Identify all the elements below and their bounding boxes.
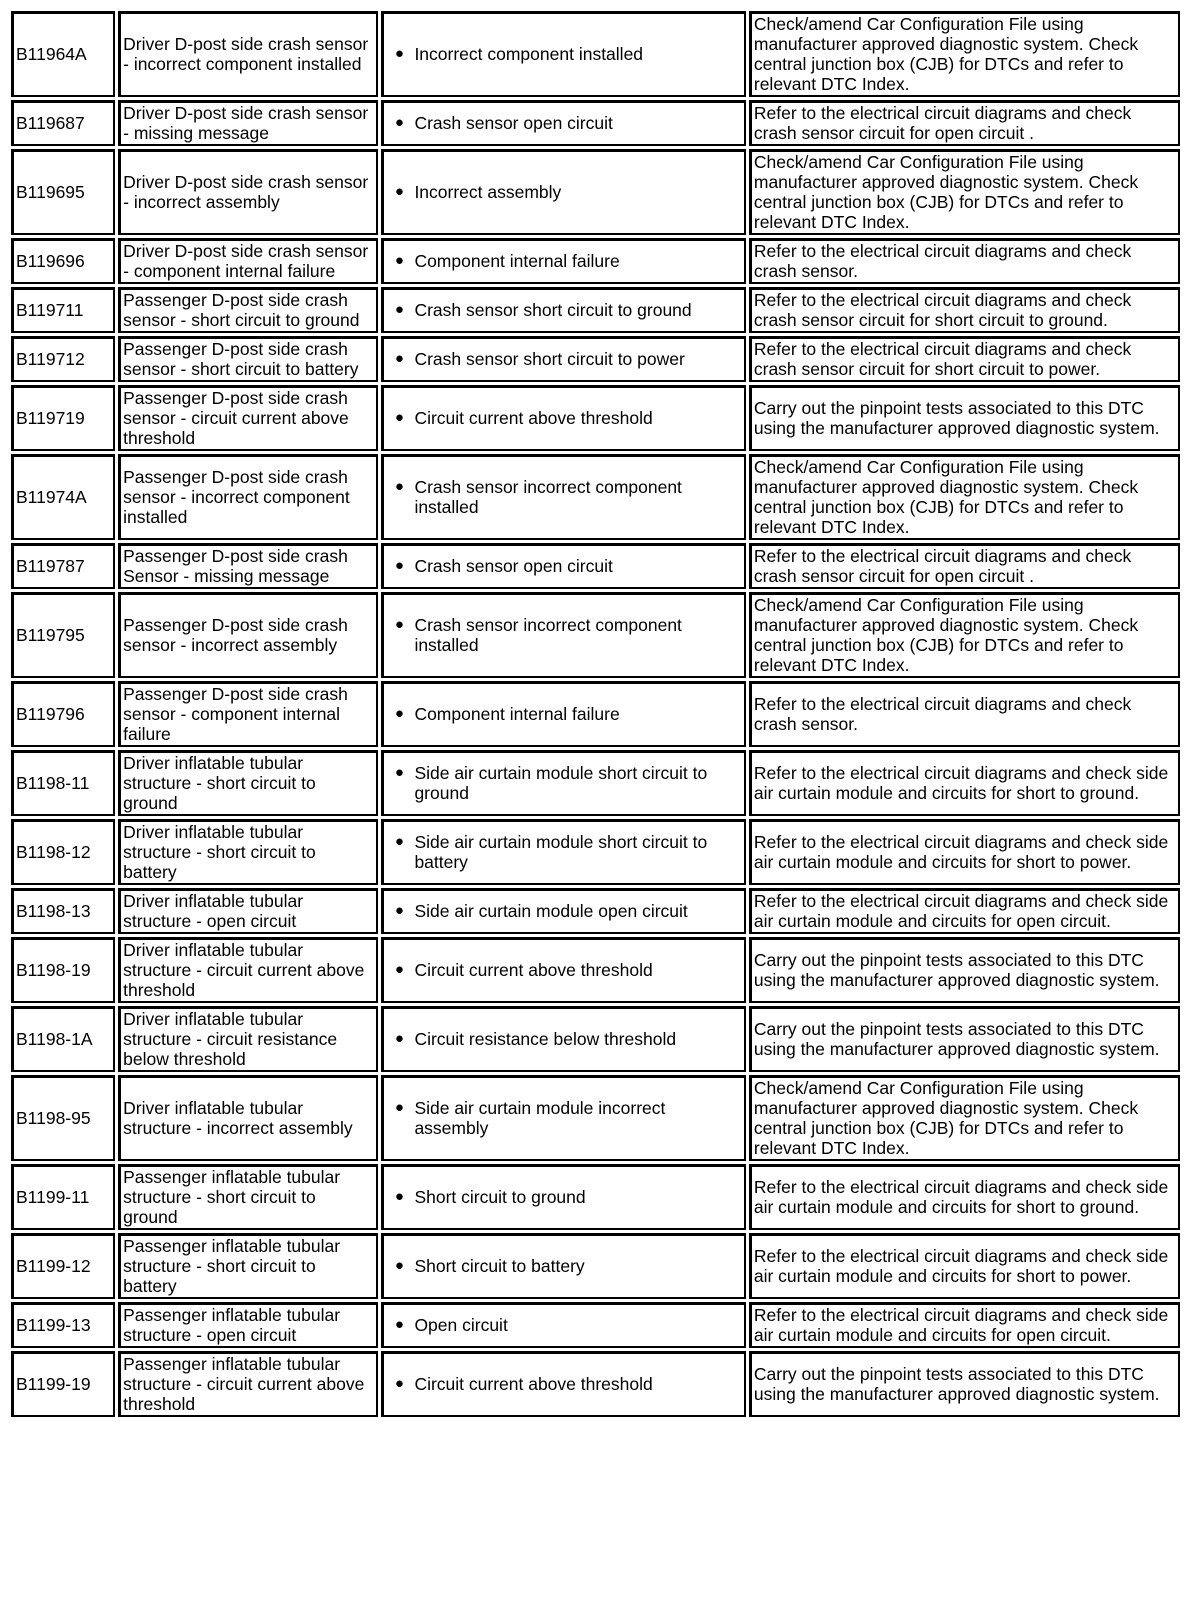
table-row: [11, 11, 1180, 97]
dtc-action: Refer to the electrical circuit diagrams and check crash sensor circuit for short circuit to power.: [749, 336, 1180, 382]
dtc-cause: Circuit current above threshold: [414, 960, 653, 980]
bullet-icon: ●: [394, 1099, 404, 1116]
dtc-code: B1198-12: [11, 819, 115, 885]
dtc-cause: Short circuit to battery: [414, 1256, 585, 1276]
dtc-cause: Component internal failure: [414, 251, 620, 271]
dtc-cause: Crash sensor short circuit to ground: [414, 300, 692, 320]
dtc-cause: Open circuit: [414, 1315, 508, 1335]
dtc-cause-cell: [381, 11, 745, 97]
bullet-icon: ●: [394, 1030, 404, 1047]
table-row: [11, 1233, 1180, 1299]
dtc-table-body: [11, 11, 1180, 1417]
table-row: [11, 937, 1180, 1003]
dtc-code: B119795: [11, 592, 115, 678]
dtc-code: B119787: [11, 543, 115, 589]
dtc-code: B119796: [11, 681, 115, 747]
dtc-code: B1199-13: [11, 1302, 115, 1348]
dtc-action: Refer to the electrical circuit diagrams and check crash sensor circuit for open circuit .: [749, 543, 1180, 589]
dtc-description: Passenger inflatable tubular structure - short circuit to battery: [118, 1233, 378, 1299]
dtc-cause: Crash sensor short circuit to power: [414, 349, 685, 369]
dtc-code: B11964A: [11, 11, 115, 97]
dtc-description: Driver D-post side crash sensor - incorrect assembly: [118, 149, 378, 235]
dtc-description: Driver inflatable tubular structure - circuit resistance below threshold: [118, 1006, 378, 1072]
dtc-cause-cell: [381, 336, 745, 382]
table-row: [11, 336, 1180, 382]
dtc-cause-cell: [381, 592, 745, 678]
dtc-action: Carry out the pinpoint tests associated to this DTC using the manufacturer approved diagnostic system.: [749, 385, 1180, 451]
table-row: [11, 592, 1180, 678]
dtc-cause-cell: [381, 385, 745, 451]
dtc-description: Driver inflatable tubular structure - short circuit to battery: [118, 819, 378, 885]
dtc-code: B1198-11: [11, 750, 115, 816]
table-row: [11, 888, 1180, 934]
dtc-code: B1198-19: [11, 937, 115, 1003]
dtc-code: B119711: [11, 287, 115, 333]
dtc-code: B1199-19: [11, 1351, 115, 1417]
dtc-cause: Circuit current above threshold: [414, 1374, 653, 1394]
dtc-action: Check/amend Car Configuration File using manufacturer approved diagnostic system. Check central junction box (CJB) for DTCs and refer to relevant DTC Index.: [749, 11, 1180, 97]
table-row: [11, 1006, 1180, 1072]
dtc-description: Driver D-post side crash sensor - missing message: [118, 100, 378, 146]
bullet-icon: ●: [394, 1375, 404, 1392]
dtc-description: Passenger D-post side crash sensor - component internal failure: [118, 681, 378, 747]
table-row: [11, 543, 1180, 589]
dtc-cause: Crash sensor open circuit: [414, 113, 613, 133]
dtc-cause-cell: [381, 287, 745, 333]
dtc-action: Refer to the electrical circuit diagrams and check crash sensor.: [749, 681, 1180, 747]
bullet-icon: ●: [394, 1188, 404, 1205]
bullet-icon: ●: [394, 616, 404, 633]
dtc-cause-cell: [381, 1233, 745, 1299]
dtc-cause: Crash sensor open circuit: [414, 556, 613, 576]
bullet-icon: ●: [394, 478, 404, 495]
dtc-code: B1198-95: [11, 1075, 115, 1161]
table-row: [11, 681, 1180, 747]
dtc-action: Refer to the electrical circuit diagrams and check side air curtain module and circuits for short to ground.: [749, 1164, 1180, 1230]
table-row: [11, 385, 1180, 451]
dtc-action: Refer to the electrical circuit diagrams and check side air curtain module and circuits for open circuit.: [749, 1302, 1180, 1348]
dtc-code: B1198-1A: [11, 1006, 115, 1072]
dtc-description: Driver D-post side crash sensor - component internal failure: [118, 238, 378, 284]
dtc-action: Refer to the electrical circuit diagrams and check side air curtain module and circuits for open circuit.: [749, 888, 1180, 934]
dtc-cause-cell: [381, 1164, 745, 1230]
dtc-description: Driver D-post side crash sensor - incorrect component installed: [118, 11, 378, 97]
table-row: [11, 149, 1180, 235]
dtc-cause: Circuit resistance below threshold: [414, 1029, 677, 1049]
dtc-action: Check/amend Car Configuration File using manufacturer approved diagnostic system. Check central junction box (CJB) for DTCs and refer to relevant DTC Index.: [749, 454, 1180, 540]
dtc-code: B1198-13: [11, 888, 115, 934]
table-row: [11, 238, 1180, 284]
dtc-cause-cell: [381, 543, 745, 589]
dtc-cause-cell: [381, 1006, 745, 1072]
dtc-cause: Side air curtain module open circuit: [414, 901, 688, 921]
table-row: [11, 1075, 1180, 1161]
dtc-code: B119695: [11, 149, 115, 235]
dtc-code: B1199-11: [11, 1164, 115, 1230]
dtc-description: Passenger D-post side crash sensor - circuit current above threshold: [118, 385, 378, 451]
dtc-description: Passenger inflatable tubular structure - circuit current above threshold: [118, 1351, 378, 1417]
dtc-description: Passenger inflatable tubular structure - short circuit to ground: [118, 1164, 378, 1230]
bullet-icon: ●: [394, 1316, 404, 1333]
dtc-cause: Crash sensor incorrect component installed: [414, 615, 682, 655]
bullet-icon: ●: [394, 902, 404, 919]
bullet-icon: ●: [394, 705, 404, 722]
bullet-icon: ●: [394, 833, 404, 850]
dtc-cause: Circuit current above threshold: [414, 408, 653, 428]
dtc-cause: Incorrect component installed: [414, 44, 644, 64]
dtc-cause-cell: [381, 238, 745, 284]
dtc-action: Check/amend Car Configuration File using manufacturer approved diagnostic system. Check central junction box (CJB) for DTCs and refer to relevant DTC Index.: [749, 149, 1180, 235]
dtc-cause-cell: [381, 1075, 745, 1161]
dtc-page: [8, 8, 1183, 1420]
table-row: [11, 1302, 1180, 1348]
dtc-table: [8, 8, 1183, 1420]
bullet-icon: ●: [394, 1257, 404, 1274]
dtc-description: Driver inflatable tubular structure - open circuit: [118, 888, 378, 934]
bullet-icon: ●: [394, 350, 404, 367]
dtc-action: Carry out the pinpoint tests associated to this DTC using the manufacturer approved diagnostic system.: [749, 1351, 1180, 1417]
dtc-description: Driver inflatable tubular structure - short circuit to ground: [118, 750, 378, 816]
dtc-cause-cell: [381, 681, 745, 747]
dtc-cause-cell: [381, 750, 745, 816]
bullet-icon: ●: [394, 114, 404, 131]
dtc-description: Passenger D-post side crash sensor - incorrect assembly: [118, 592, 378, 678]
dtc-cause: Incorrect assembly: [414, 182, 562, 202]
bullet-icon: ●: [394, 301, 404, 318]
table-row: [11, 819, 1180, 885]
bullet-icon: ●: [394, 409, 404, 426]
dtc-cause-cell: [381, 149, 745, 235]
table-row: [11, 287, 1180, 333]
dtc-description: Passenger D-post side crash sensor - incorrect component installed: [118, 454, 378, 540]
dtc-cause: Side air curtain module short circuit to battery: [414, 832, 708, 872]
dtc-cause: Short circuit to ground: [414, 1187, 586, 1207]
table-row: [11, 750, 1180, 816]
dtc-description: Driver inflatable tubular structure - circuit current above threshold: [118, 937, 378, 1003]
dtc-action: Check/amend Car Configuration File using manufacturer approved diagnostic system. Check central junction box (CJB) for DTCs and refer to relevant DTC Index.: [749, 1075, 1180, 1161]
dtc-cause-cell: [381, 888, 745, 934]
table-row: [11, 454, 1180, 540]
dtc-action: Check/amend Car Configuration File using manufacturer approved diagnostic system. Check central junction box (CJB) for DTCs and refer to relevant DTC Index.: [749, 592, 1180, 678]
bullet-icon: ●: [394, 961, 404, 978]
dtc-description: Passenger inflatable tubular structure - open circuit: [118, 1302, 378, 1348]
dtc-cause-cell: [381, 1351, 745, 1417]
dtc-action: Refer to the electrical circuit diagrams and check side air curtain module and circuits for short to power.: [749, 1233, 1180, 1299]
table-row: [11, 100, 1180, 146]
dtc-cause-cell: [381, 100, 745, 146]
table-row: [11, 1164, 1180, 1230]
dtc-code: B119696: [11, 238, 115, 284]
dtc-cause-cell: [381, 454, 745, 540]
dtc-action: Refer to the electrical circuit diagrams and check crash sensor.: [749, 238, 1180, 284]
dtc-cause: Side air curtain module short circuit to ground: [414, 763, 708, 803]
dtc-code: B119719: [11, 385, 115, 451]
dtc-action: Refer to the electrical circuit diagrams and check crash sensor circuit for short circuit to ground.: [749, 287, 1180, 333]
dtc-action: Refer to the electrical circuit diagrams and check side air curtain module and circuits for short to ground.: [749, 750, 1180, 816]
dtc-code: B11974A: [11, 454, 115, 540]
dtc-code: B119687: [11, 100, 115, 146]
bullet-icon: ●: [394, 45, 404, 62]
dtc-description: Passenger D-post side crash Sensor - missing message: [118, 543, 378, 589]
dtc-description: Passenger D-post side crash sensor - short circuit to ground: [118, 287, 378, 333]
dtc-action: Refer to the electrical circuit diagrams and check side air curtain module and circuits for short to power.: [749, 819, 1180, 885]
bullet-icon: ●: [394, 764, 404, 781]
dtc-action: Refer to the electrical circuit diagrams and check crash sensor circuit for open circuit .: [749, 100, 1180, 146]
dtc-code: B119712: [11, 336, 115, 382]
dtc-action: Carry out the pinpoint tests associated to this DTC using the manufacturer approved diagnostic system.: [749, 937, 1180, 1003]
dtc-cause: Component internal failure: [414, 704, 620, 724]
bullet-icon: ●: [394, 557, 404, 574]
table-row: [11, 1351, 1180, 1417]
dtc-cause: Side air curtain module incorrect assembly: [414, 1098, 666, 1138]
bullet-icon: ●: [394, 183, 404, 200]
dtc-code: B1199-12: [11, 1233, 115, 1299]
dtc-action: Carry out the pinpoint tests associated to this DTC using the manufacturer approved diagnostic system.: [749, 1006, 1180, 1072]
bullet-icon: ●: [394, 252, 404, 269]
dtc-cause-cell: [381, 937, 745, 1003]
dtc-cause: Crash sensor incorrect component installed: [414, 477, 682, 517]
dtc-cause-cell: [381, 819, 745, 885]
dtc-description: Driver inflatable tubular structure - incorrect assembly: [118, 1075, 378, 1161]
dtc-description: Passenger D-post side crash sensor - short circuit to battery: [118, 336, 378, 382]
dtc-cause-cell: [381, 1302, 745, 1348]
